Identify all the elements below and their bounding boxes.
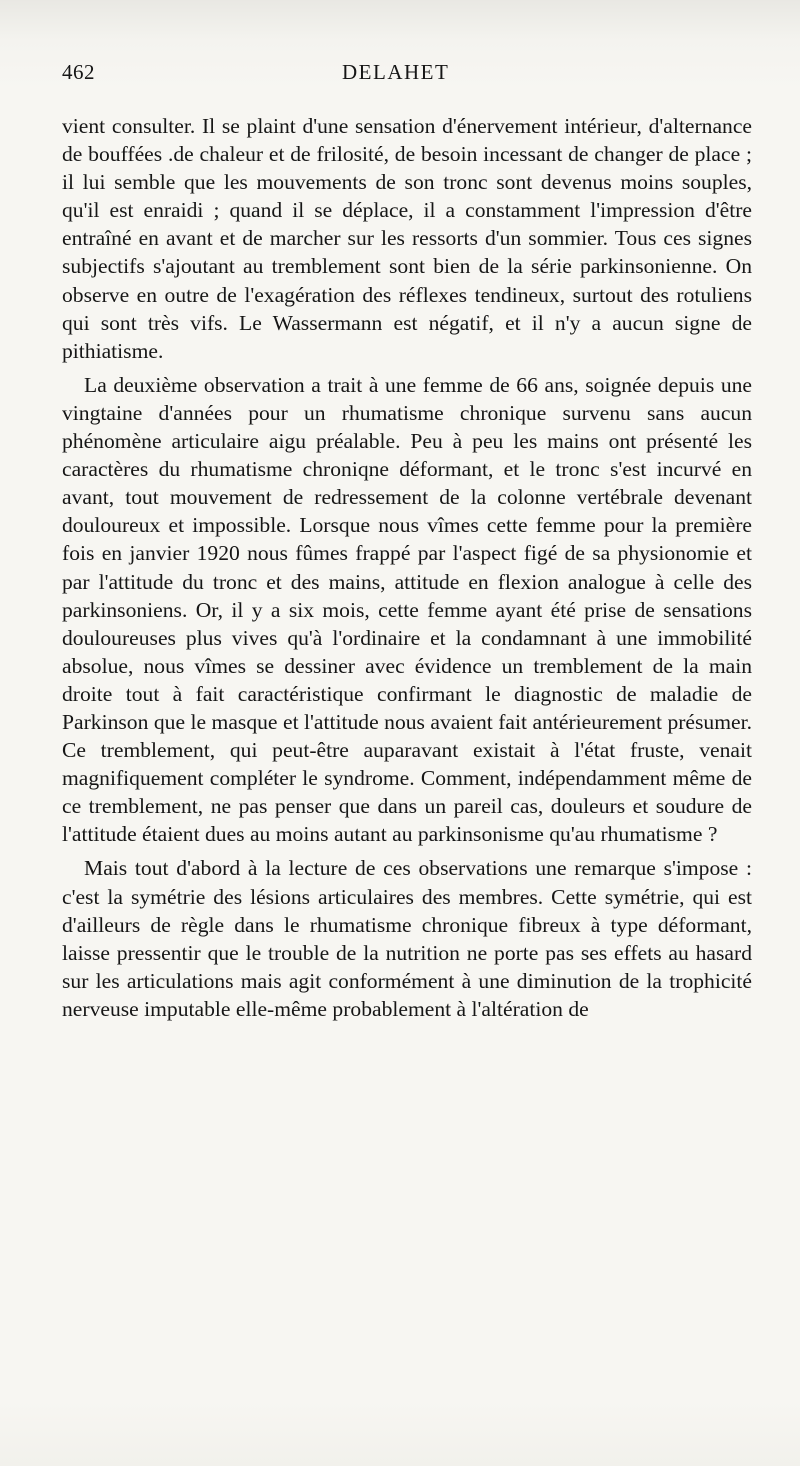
body-text <box>62 112 752 1023</box>
paragraph-symmetry-remark: Mais tout d'abord à la lecture de ces observations une remarque s'impose : c'est la symétrie des lésions articulaires des membres. Cette symétrie, qui est d'ailleurs de règle dans le rhumatisme chronique fibreux à type déformant, laisse pressentir que le trouble de la nutrition ne porte pas ses effets au hasard sur les articulations mais agit conformément à une diminution de la trophicité nerveuse imputable elle-même probablement à l'altération de <box>62 856 752 1021</box>
page-header <box>62 60 748 92</box>
running-title: DELAHET <box>342 60 450 84</box>
page-number: 462 <box>62 60 95 84</box>
paragraph-second-observation: La deuxième observation a trait à une femme de 66 ans, soignée depuis une vingtaine d'années pour un rhumatisme chronique survenu sans aucun phénomène articulaire aigu préalable. Peu à peu les mains ont présenté les caractères du rhumatisme chroniqne déformant, et le tronc s'est incurvé en avant, tout mouvement de redressement de la colonne vertébrale devenant douloureux et impossible. Lorsque nous vîmes cette femme pour la première fois en janvier 1920 nous fûmes frappé par l'aspect figé de sa physionomie et par l'attitude du tronc et des mains, attitude en flexion analogue à celle des parkinsoniens. Or, il y a six mois, cette femme ayant été prise de sensations douloureuses plus vives qu'à l'ordinaire et la condamnant à une immobilité absolue, nous vîmes se dessiner avec évidence un tremblement de la main droite tout à fait caractéristique confirmant le diagnostic de maladie de Parkinson que le masque et l'attitude nous avaient fait antérieurement présumer. Ce tremblement, qui peut-être auparavant existait à l'état fruste, venait magnifiquement compléter le syndrome. Comment, indépendamment même de ce tremblement, ne pas penser que dans un pareil cas, douleurs et soudure de l'attitude étaient dues au moins autant au parkinsonisme qu'au rhumatisme ? <box>62 372 752 847</box>
paragraph-continuation: vient consulter. Il se plaint d'une sensation d'énervement intérieur, d'alternance de bouffées .de chaleur et de frilosité, de besoin incessant de changer de place ; il lui semble que les mouvements de son tronc sont devenus moins souples, qu'il est enraidi ; quand il se déplace, il a constamment l'impression d'être entraîné en avant et de marcher sur les ressorts d'un sommier. Tous ces signes subjectifs s'ajoutant au tremblement sont bien de la série parkinsonienne. On observe en outre de l'exagération des réflexes tendineux, surtout des rotuliens qui sont très vifs. Le Wassermann est négatif, et il n'y a aucun signe de pithiatisme. <box>62 114 752 363</box>
